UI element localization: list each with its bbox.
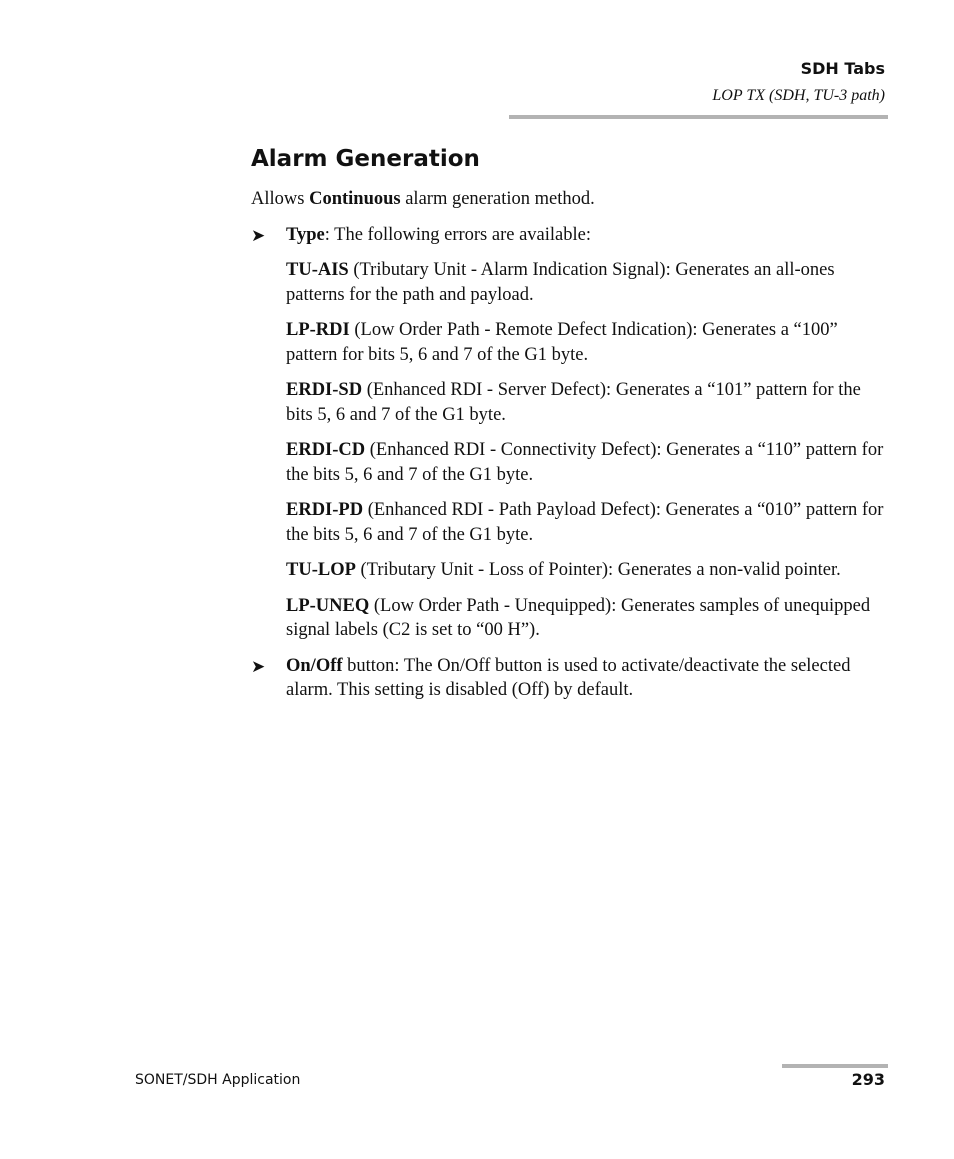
error-item-erdi-cd	[251, 438, 891, 487]
bullet-arrow-icon: ➤	[251, 225, 266, 246]
error-description: (Tributary Unit - Loss of Pointer): Generates a non-valid pointer.	[355, 560, 841, 580]
footer-rule	[782, 1064, 888, 1068]
error-item-lp-rdi	[251, 318, 891, 367]
error-item-erdi-sd	[251, 378, 891, 427]
error-description: (Low Order Path - Remote Defect Indication): Generates a “100” pattern for bits 5, 6 and 7 of the G1 byte.	[286, 320, 838, 365]
error-description: (Low Order Path - Unequipped): Generates samples of unequipped signal labels (C2 is set to “00 H”).	[286, 595, 871, 640]
header-rule	[509, 115, 888, 119]
running-header	[712, 58, 885, 107]
error-item-tu-ais	[251, 258, 891, 307]
onoff-bullet	[251, 654, 891, 703]
footer-document-title: SONET/SDH Application	[135, 1072, 301, 1088]
error-item-lp-uneq	[251, 594, 891, 643]
onoff-bullet-text: button: The On/Off button is used to activate/deactivate the selected alarm. This setting is disabled (Off) by default.	[286, 655, 851, 700]
header-title: SDH Tabs	[800, 59, 885, 78]
intro-paragraph	[251, 187, 891, 212]
type-bullet	[251, 223, 891, 248]
intro-text-after: alarm generation method.	[400, 189, 595, 209]
error-term: TU-LOP	[286, 560, 356, 580]
page-number: 293	[851, 1070, 885, 1089]
onoff-bullet-term: On/Off	[286, 655, 343, 676]
bullet-arrow-icon: ➤	[251, 656, 266, 677]
type-bullet-text: : The following errors are available:	[324, 224, 591, 245]
error-term: ERDI-PD	[286, 500, 364, 520]
error-term: TU-AIS	[286, 260, 349, 280]
error-description: (Enhanced RDI - Connectivity Defect): Generates a “110” pattern for the bits 5, 6 and 7 of the G1 byte.	[286, 440, 884, 485]
error-description: (Tributary Unit - Alarm Indication Signal): Generates an all-ones patterns for the path and payload.	[286, 260, 835, 305]
type-bullet-term: Type	[286, 224, 325, 245]
error-term: ERDI-SD	[286, 380, 363, 400]
error-item-tu-lop	[251, 558, 891, 583]
intro-bold: Continuous	[309, 189, 401, 209]
error-term: LP-UNEQ	[286, 595, 370, 616]
error-term: LP-RDI	[286, 320, 350, 340]
error-description: (Enhanced RDI - Server Defect): Generates a “101” pattern for the bits 5, 6 and 7 of the G1 byte.	[286, 380, 861, 425]
main-content	[251, 143, 891, 714]
error-term: ERDI-CD	[286, 440, 366, 460]
error-item-erdi-pd	[251, 498, 891, 547]
intro-text-before: Allows	[251, 189, 310, 209]
section-heading: Alarm Generation	[251, 146, 480, 172]
header-subtitle: LOP TX (SDH, TU-3 path)	[712, 87, 885, 104]
error-description: (Enhanced RDI - Path Payload Defect): Generates a “010” pattern for the bits 5, 6 and 7 of the G1 byte.	[286, 500, 884, 545]
